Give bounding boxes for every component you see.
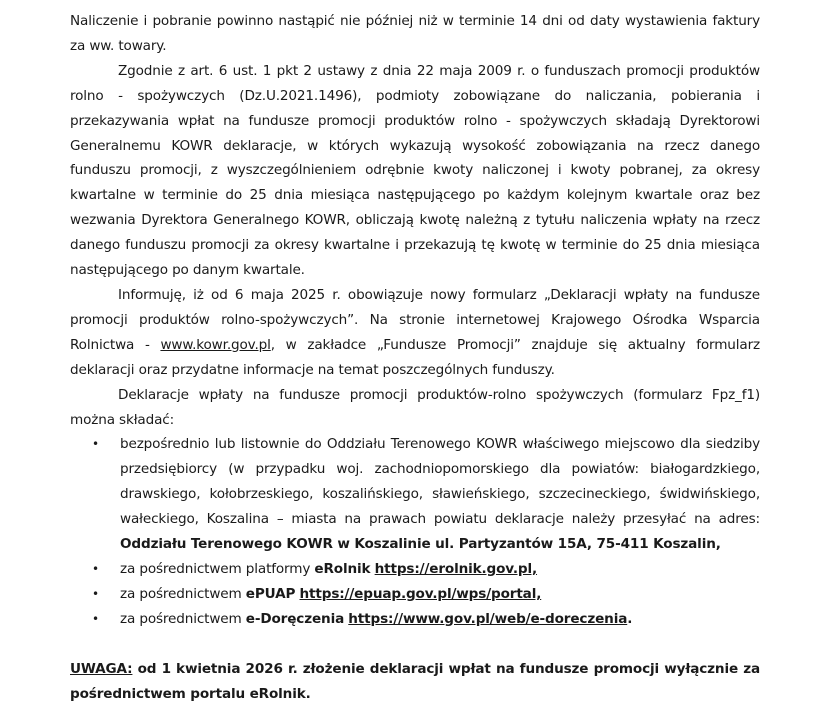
document-page (70, 9, 760, 706)
erolnik-link[interactable] (375, 561, 537, 577)
paragraph-submission-methods-intro: Deklaracje wpłaty na fundusze promocji produktów-rolno spożywczych (formularz Fpz_f1) można składać: (70, 386, 760, 428)
paragraph-invoice-deadline: Naliczenie i pobranie powinno nastąpić nie później niż w terminie 14 dni od daty wystawienia faktury za ww. towary. (70, 13, 760, 54)
epuap-link[interactable] (300, 586, 542, 602)
list-item-direct-or-mail (70, 432, 760, 557)
koszalin-office-address: Oddziału Terenowego KOWR w Koszalinie ul. Partyzantów 15A, 75-411 Koszalin, (120, 536, 721, 553)
list-item-text: za pośrednictwem (120, 585, 246, 602)
paragraph-new-form-text-before: Informuję, iż od 6 maja 2025 r. obowiązuje nowy formularz „Deklaracji wpłaty na fundusze promocji produktów rolno-spożywczych”. Na stronie internetowej Krajowego Ośrodka Wsparcia Rolnictwa - (70, 286, 760, 353)
notice-paragraph (70, 657, 760, 706)
e-doreczenia-label: e-Doręczenia (245, 610, 345, 627)
paragraph-new-form-info (70, 283, 760, 383)
notice-label: UWAGA: (70, 660, 133, 677)
list-item-text: bezpośrednio lub listownie do Oddziału Terenowego KOWR właściwego miejscowo dla siedziby przedsiębiorcy (w przypadku woj. zachodniopomorskiego dla powiatów: białogardzkiego, drawskiego, kołobrzeskiego, koszalińskiego, sławieńskiego, szczecineckiego, świdwińskiego, wałeckiego, Koszalina – miasta na prawach powiatu deklaracje należy przesyłać na adres: (120, 436, 760, 528)
bullet-icon: • (92, 611, 99, 626)
epuap-link-text: https://epuap.gov.pl/wps/portal, (299, 585, 542, 602)
list-item-e-doreczenia (70, 607, 760, 632)
e-doreczenia-link[interactable] (348, 611, 627, 627)
list-item-text: za pośrednictwem platformy (120, 560, 315, 577)
list-item-erolnik (70, 557, 760, 582)
list-item-text: za pośrednictwem (120, 610, 246, 627)
paragraph-new-form-text-after: , w zakładce „Fundusze Promocji” znajduje się aktualny formularz deklaracji oraz przydatne informacje na temat poszczególnych funduszy. (70, 336, 761, 378)
bullet-icon: • (92, 561, 99, 576)
list-item-epuap (70, 582, 760, 607)
erolnik-label: eRolnik (314, 560, 371, 577)
spacer (70, 632, 760, 657)
e-doreczenia-link-text: https://www.gov.pl/web/e-doreczenia (348, 610, 628, 627)
erolnik-link-text: https://erolnik.gov.pl, (374, 560, 538, 577)
bullet-icon: • (92, 586, 99, 601)
list-item-end-punctuation: . (627, 610, 633, 627)
epuap-label: ePUAP (245, 585, 296, 602)
submission-methods-list (70, 432, 760, 631)
kowr-website-link[interactable]: www.kowr.gov.pl (160, 336, 271, 353)
notice-text: od 1 kwietnia 2026 r. złożenie deklaracji wpłat na fundusze promocji wyłącznie za pośrednictwem portalu eRolnik. (70, 660, 760, 702)
bullet-icon: • (92, 437, 99, 452)
paragraph-legal-basis: Zgodnie z art. 6 ust. 1 pkt 2 ustawy z dnia 22 maja 2009 r. o funduszach promocji produktów rolno - spożywczych (Dz.U.2021.1496), podmioty zobowiązane do naliczania, pobierania i przekazywania wpłat na fundusze promocji produktów rolno - spożywczych składają Dyrektorowi Generalnemu KOWR deklaracje, w których wykazują wysokość zobowiązania na rzecz danego funduszu promocji, z wyszczególnieniem odrębnie kwoty naliczonej i kwoty pobranej, za okresy kwartalne w terminie do 25 dnia miesiąca następującego po każdym kolejnym kwartale oraz bez wezwania Dyrektora Generalnego KOWR, obliczają kwotę należną z tytułu naliczenia wpłaty na rzecz danego funduszu promocji za okresy kwartalne i przekazują tę kwotę w terminie do 25 dnia miesiąca następującego po danym kwartale. (70, 62, 760, 279)
